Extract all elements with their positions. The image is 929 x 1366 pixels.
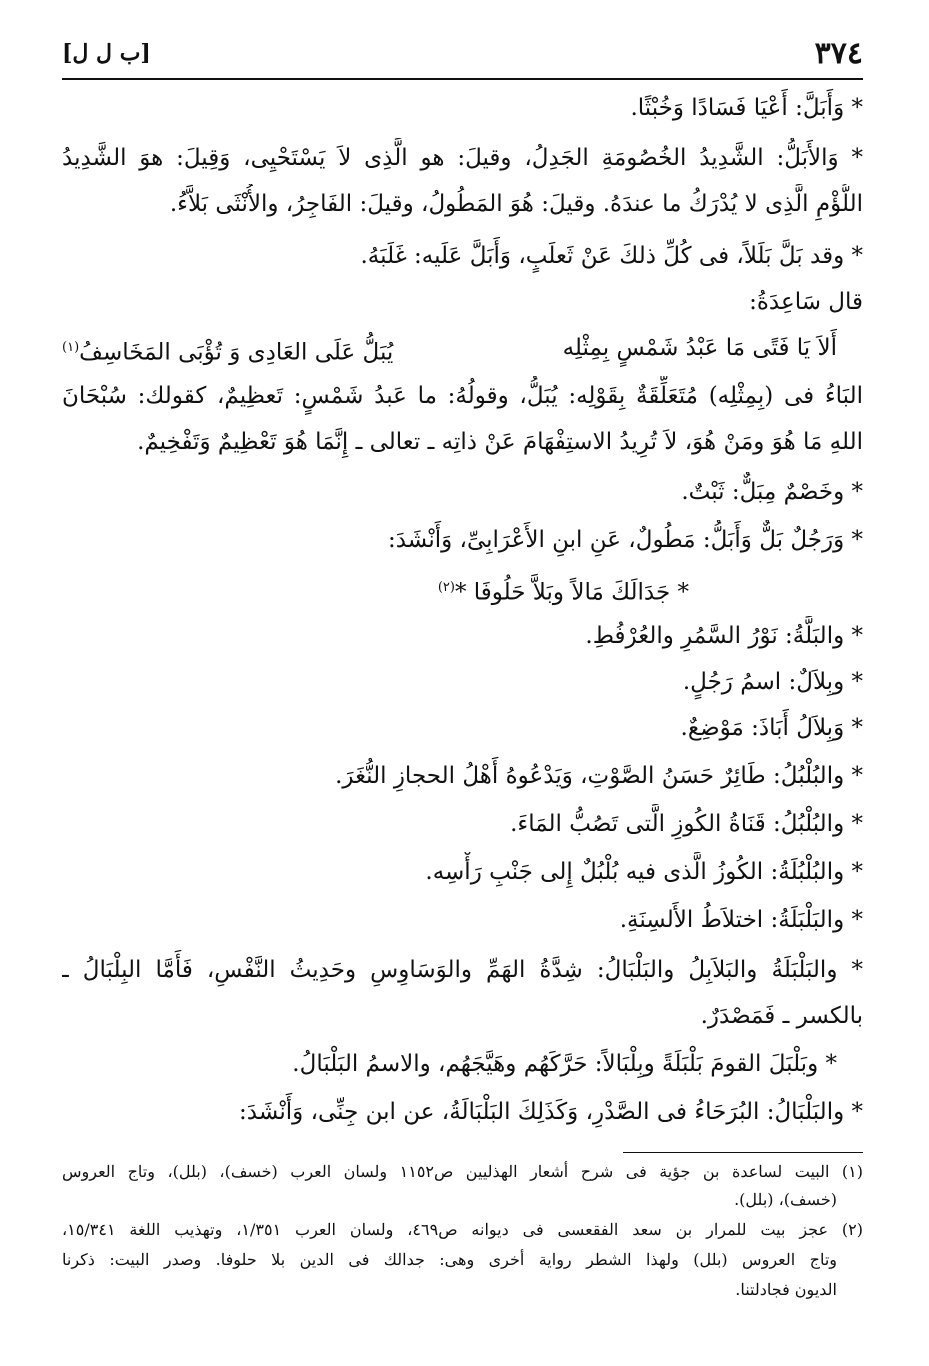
- entry-line: * والبُلْبُلُ: طَائِرٌ حَسَنُ الصَّوْتِ، وَيَدْعُوهُ أَهْلُ الحجازِ النُّغَرَ.: [335, 763, 863, 789]
- entry-line: * وَرَجُلٌ بَلٌّ وَأَبَلُّ: مَطُولٌ، عَنِ ابنِ الأَعْرَابِىِّ، وَأَنْشَدَ:: [387, 527, 863, 553]
- footnote-mark: (١): [62, 340, 80, 355]
- page-number: ٣٧٤: [814, 36, 863, 71]
- footnote-line: الديون فجادلتنا.: [735, 1280, 837, 1299]
- entry-line: * وخَصْمٌ مِبَلٌّ: ثَبْتٌ.: [681, 479, 863, 505]
- entry-line: اللهِ مَا هُوَ ومَنْ هُوَ، لاَ تُرِيدُ الاستِفْهَامَ عَنْ ذاتِه ـ تعالى ـ إِنَّمَا هُوَ تَعْظِيمٌ وَتَفْخِيمٌ.: [137, 429, 863, 455]
- entry-line: * والبُلْبُلَةُ: الكُوزُ الَّذى فيه بُلْبُلٌ إِلى جَنْبِ رَأْسِه.: [425, 859, 863, 885]
- poetry-fragment: * جَدَالَكَ مَالاً وبَلاَّ حَلُوفَا *$^{(٢)}$: [437, 579, 689, 606]
- entry-line: * وَالأَبَلُّ: الشَّدِيدُ الخُصُومَةِ الجَدِلُ، وقيلَ: هو الَّذِى لاَ يَسْتَحْيِى، وَقِيلَ: هوَ الشَّدِيدُ: [62, 145, 863, 171]
- footnote-line: وتاج العروس (بلل) ولهذا الشطر رواية أخرى وهى: جدالك فى الدين بلا حلوفا. وصدر البيت: ذكرنا: [62, 1250, 837, 1269]
- running-head: [ب ل ل]: [62, 40, 151, 66]
- entry-line: * والبَلْبَالُ: البُرَحَاءُ فى الصَّدْرِ، وَكَذَلِكَ البَلْبَالَةُ، عن ابن جِنِّى، وَأَنْشَدَ:: [239, 1099, 863, 1125]
- entry-line: * وبِلاَلٌ: اسمُ رَجُلٍ.: [682, 669, 863, 695]
- entry-line: * والبَلْبَلَةُ: اختلاَطُ الأَلسِنَةِ.: [619, 907, 863, 933]
- entry-line: * وبَلْبَلَ القومَ بَلْبَلَةً وبِلْبَالاً: حَرَّكَهُم وهَيَّجَهُم، والاسمُ البَلْبَالُ.: [292, 1051, 837, 1077]
- entry-line: * وَأَبَلَّ: أَعْيَا فَسَادًا وَخُبْثًا.: [630, 95, 863, 121]
- header-rule: [62, 78, 863, 80]
- footnote-mark: (٢): [437, 580, 455, 595]
- verse-hemistich-first: أَلاَ يَا فَتًى مَا عَبْدُ شَمْسٍ بِمِثْلِه: [562, 335, 837, 361]
- entry-line: اللُّؤْمِ الَّذِى لا يُدْرَكُ ما عندَهُ. وقيلَ: هُوَ المَطُولُ، وقيلَ: الفَاجِرُ، والأُنْثَى بَلاَّءُ.: [169, 191, 863, 217]
- entry-line: * والبَلْبَلَةُ والبَلاَبِلُ والبَلْبَالُ: شِدَّةُ الهَمِّ والوَسَاوِسِ وحَدِيثُ النَّفْسِ، فَأَمَّا البِلْبَالُ ـ: [62, 957, 863, 983]
- footnote-line: (خسف)، (بلل).: [734, 1190, 837, 1209]
- entry-line: البَاءُ فى (بِمِثْلِه) مُتَعَلِّقَةٌ بِقَوْلِه: يُبَلُّ، وقولُهُ: ما عَبدُ شَمْسٍ: تَعظِيمٌ، كقولك: سُبْحَانَ: [62, 383, 863, 409]
- entry-line: * والبُلْبُلُ: قَنَاةُ الكُوزِ الَّتى تَصُبُّ المَاءَ.: [510, 811, 863, 837]
- footnote-line: (٢) عجز بيت للمرار بن سعد الفقعسى فى ديوانه ص٤٦٩، ولسان العرب ١/٣٥١، وتهذيب اللغة ١٥/٣٤١،: [62, 1220, 863, 1239]
- entry-line: بالكسر ـ فَمَصْدَرٌ.: [700, 1003, 863, 1029]
- footnote-rule: [623, 1152, 863, 1153]
- entry-line: * وقد بَلَّ بَلَلاً، فى كُلِّ ذلكَ عَنْ ثَعلَبٍ، وَأَبَلَّ عَلَيه: غَلَبَهُ.: [360, 243, 863, 269]
- verse-hemistich-second: يُبَلُّ عَلَى العَادِى وَ تُؤْبَى المَخَاسِفُ$^{(١)}$: [62, 339, 394, 366]
- entry-line: * وَبِلاَلُ أَبَاذَ: مَوْضِعٌ.: [680, 715, 863, 741]
- entry-line: * والبَلَّةُ: نَوْرُ السَّمُرِ والعُرْفُطِ.: [585, 623, 863, 649]
- footnote-line: (١) البيت لساعدة بن جؤية فى شرح أشعار الهذليين ص١١٥٢ ولسان العرب (خسف)، (بلل)، وتاج العروس: [62, 1162, 863, 1181]
- entry-line: قال سَاعِدَةُ:: [749, 289, 863, 315]
